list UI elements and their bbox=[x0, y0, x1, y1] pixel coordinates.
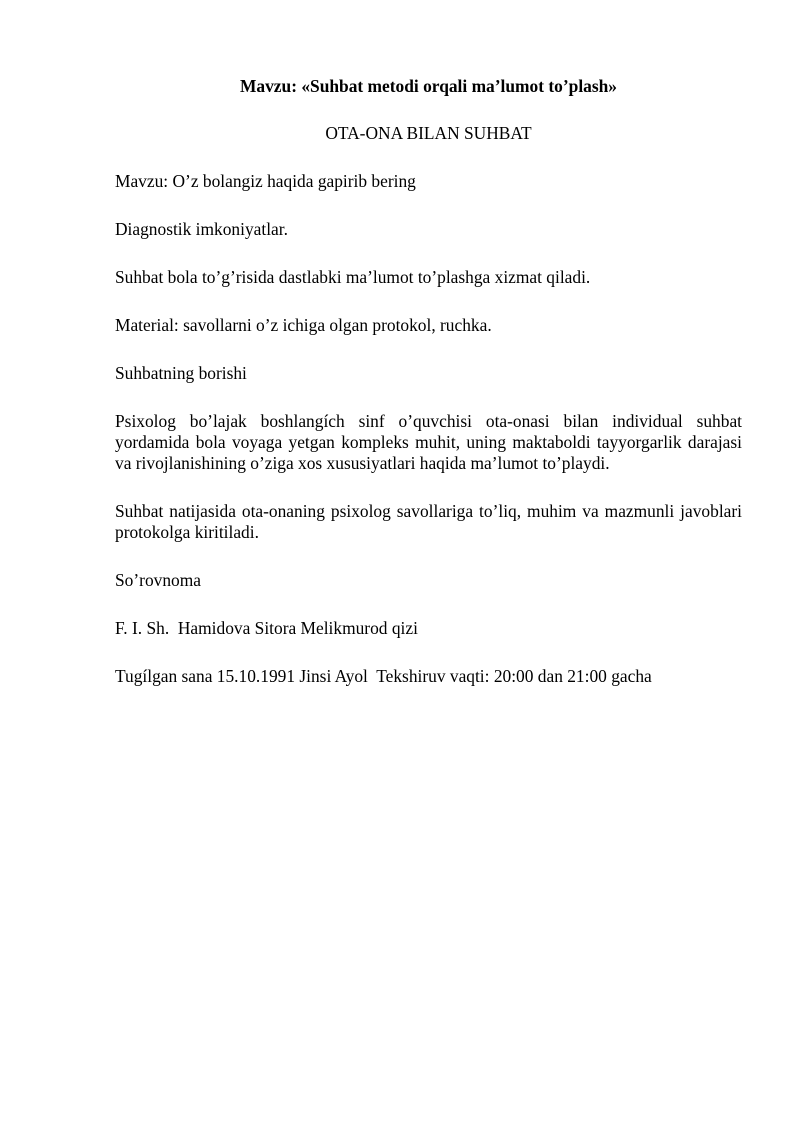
paragraph-survey-heading: So’rovnoma bbox=[115, 570, 201, 590]
paragraph-full-name: F. I. Sh. Hamidova Sitora Melikmurod qizi bbox=[115, 618, 418, 638]
paragraph-topic: Mavzu: O’z bolangiz haqida gapirib bering bbox=[115, 171, 416, 191]
document-title: Mavzu: «Suhbat metodi orqali ma’lumot to’plash» bbox=[240, 76, 617, 96]
paragraph-birth-info: Tugílgan sana 15.10.1991 Jinsi Ayol Tekshiruv vaqti: 20:00 dan 21:00 gacha bbox=[115, 666, 652, 686]
paragraph-procedure-body: Psixolog bo’lajak boshlangích sinf o’quvchisi ota-onasi bilan individual suhbat yordamida bola voyaga yetgan kompleks muhit, uning maktaboldi tayyorgarlik darajasi va rivojlanishining o’ziga xos xususiyatlari haqida ma’lumot to’playdi. bbox=[115, 411, 742, 473]
paragraph-material: Material: savollarni o’z ichiga olgan protokol, ruchka. bbox=[115, 315, 492, 335]
paragraph-procedure-heading: Suhbatning borishi bbox=[115, 363, 247, 383]
paragraph-diagnostic: Diagnostik imkoniyatlar. bbox=[115, 219, 288, 239]
document-subtitle: OTA-ONA BILAN SUHBAT bbox=[325, 123, 532, 143]
document-page bbox=[115, 76, 742, 714]
paragraph-result: Suhbat natijasida ota-onaning psixolog savollariga to’liq, muhim va mazmunli javoblari protokolga kiritiladi. bbox=[115, 501, 742, 542]
paragraph-purpose: Suhbat bola to’g’risida dastlabki ma’lumot to’plashga xizmat qiladi. bbox=[115, 267, 591, 287]
